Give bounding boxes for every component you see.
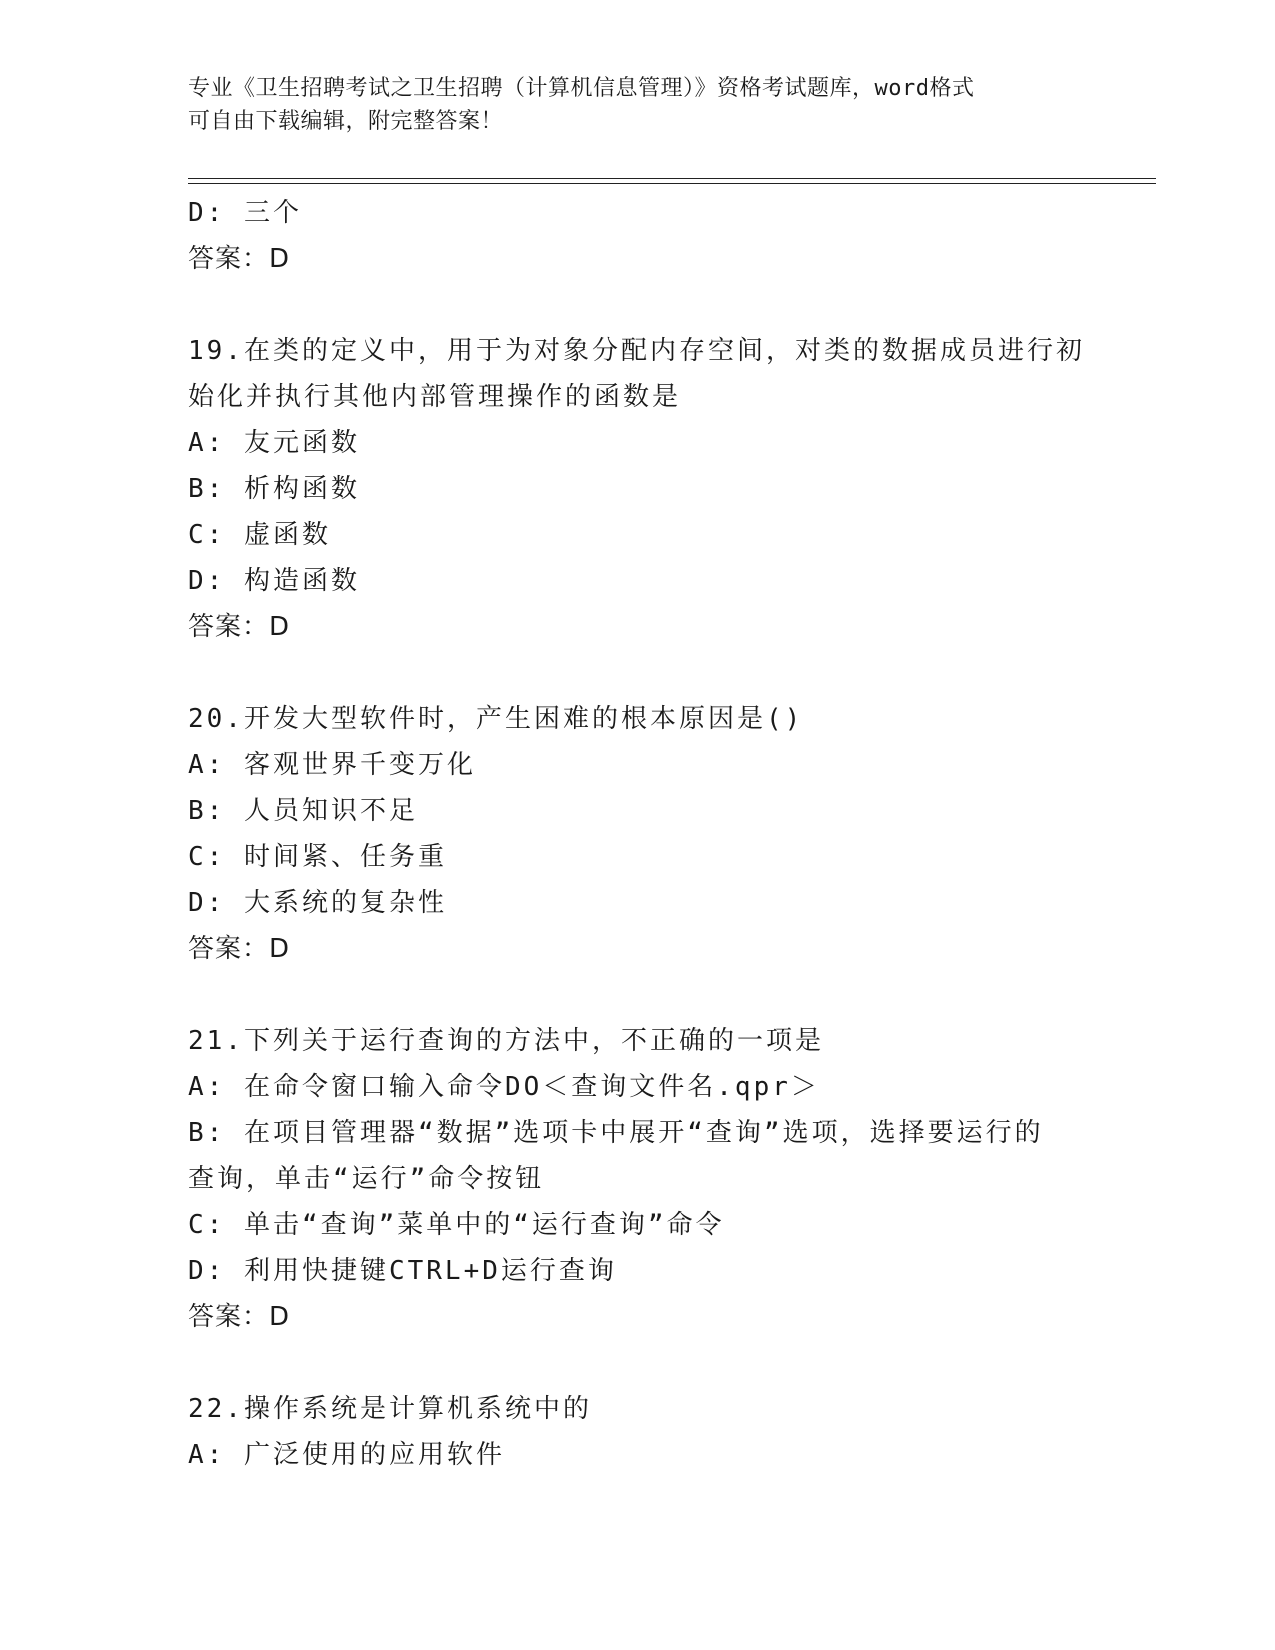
option-d: D: 三个 [188,198,302,228]
header-divider-top [188,178,1156,179]
question-block-19 [188,328,1088,650]
spacer [188,972,1088,1018]
question-stem: 21.下列关于运行查询的方法中，不正确的一项是 [188,1026,824,1056]
spacer [188,650,1088,696]
question-block-20 [188,696,1088,972]
spacer [188,1340,1088,1386]
question-block-21 [188,1018,1088,1340]
option-a: A: 在命令窗口输入命令DO＜查询文件名.qpr＞ [188,1072,820,1102]
option-d: D: 大系统的复杂性 [188,888,447,918]
answer: 答案：D [188,934,291,964]
question-block-prev [188,190,1088,282]
option-a: A: 广泛使用的应用软件 [188,1440,505,1470]
question-block-22 [188,1386,1088,1478]
option-c: C: 虚函数 [188,520,331,550]
header-divider-bottom [188,183,1156,184]
header-line-1: 专业《卫生招聘考试之卫生招聘（计算机信息管理）》资格考试题库，word格式 [188,76,975,101]
option-a: A: 客观世界千变万化 [188,750,476,780]
header-line-2: 可自由下载编辑，附完整答案！ [188,109,504,134]
option-c: C: 时间紧、任务重 [188,842,447,872]
option-c: C: 单击“查询”菜单中的“运行查询”命令 [188,1210,725,1240]
question-stem: 19.在类的定义中，用于为对象分配内存空间，对类的数据成员进行初 [188,336,1085,366]
option-d: D: 构造函数 [188,566,360,596]
question-stem-continued: 始化并执行其他内部管理操作的函数是 [188,382,682,412]
answer: 答案：D [188,244,291,274]
option-a: A: 友元函数 [188,428,360,458]
question-list [188,190,1088,1478]
option-d: D: 利用快捷键CTRL+D运行查询 [188,1256,617,1286]
option-b: B: 在项目管理器“数据”选项卡中展开“查询”选项，选择要运行的 [188,1118,1044,1148]
answer: 答案：D [188,612,291,642]
option-b: B: 人员知识不足 [188,796,418,826]
question-stem: 20.开发大型软件时，产生困难的根本原因是() [188,704,804,734]
document-header [188,72,1088,138]
option-b: B: 析构函数 [188,474,360,504]
option-b-continued: 查询，单击“运行”命令按钮 [188,1164,545,1194]
spacer [188,282,1088,328]
answer: 答案：D [188,1302,291,1332]
question-stem: 22.操作系统是计算机系统中的 [188,1394,592,1424]
